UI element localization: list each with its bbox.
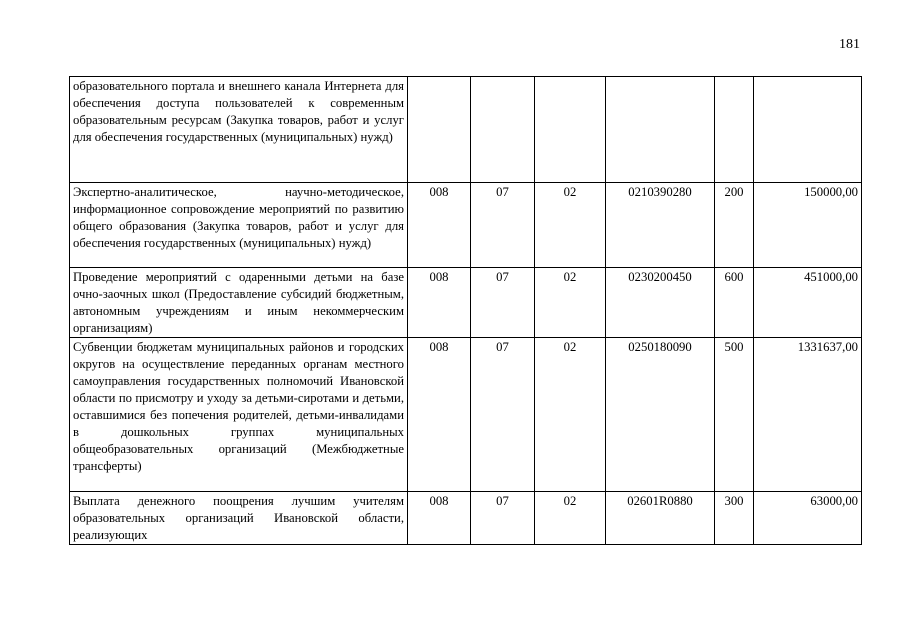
amount: [754, 77, 862, 183]
amount: 150000,00: [754, 183, 862, 268]
section-code: 07: [471, 183, 535, 268]
expense-type-code: 200: [715, 183, 754, 268]
table-row: [70, 338, 862, 492]
expense-type-code: 300: [715, 492, 754, 545]
ministry-code: 008: [408, 268, 471, 338]
page-number: 181: [839, 37, 860, 52]
target-article-code: 0210390280: [606, 183, 715, 268]
target-article-code: [606, 77, 715, 183]
table-row: [70, 183, 862, 268]
subsection-code: 02: [535, 338, 606, 492]
ministry-code: [408, 77, 471, 183]
row-description: образовательного портала и внешнего канала Интернета для обеспечения доступа пользователей к современным образовательным ресурсам (Закупка товаров, работ и услуг для обеспечения государственных (муниципальных) нужд): [70, 77, 408, 183]
section-code: 07: [471, 338, 535, 492]
expense-type-code: 600: [715, 268, 754, 338]
expense-type-code: [715, 77, 754, 183]
row-description: Экспертно-аналитическое, научно-методическое, информационное сопровождение мероприятий по развитию общего образования (Закупка товаров, работ и услуг для обеспечения государственных (муниципальных) нужд): [70, 183, 408, 268]
subsection-code: 02: [535, 183, 606, 268]
ministry-code: 008: [408, 338, 471, 492]
row-description: Выплата денежного поощрения лучшим учителям образовательных организаций Ивановской области, реализующих: [70, 492, 408, 545]
amount: 63000,00: [754, 492, 862, 545]
budget-table: [69, 76, 862, 545]
ministry-code: 008: [408, 492, 471, 545]
target-article-code: 02601R0880: [606, 492, 715, 545]
row-description: Субвенции бюджетам муниципальных районов и городских округов на осуществление переданных органам местного самоуправления государственных полномочий Ивановской области по присмотру и уходу за детьми-сиротами и детьми, оставшимися без попечения родителей, детьми-инвалидами в дошкольных группах муниципальных общеобразовательных организаций (Межбюджетные трансферты): [70, 338, 408, 492]
target-article-code: 0250180090: [606, 338, 715, 492]
subsection-code: [535, 77, 606, 183]
expense-type-code: 500: [715, 338, 754, 492]
section-code: 07: [471, 492, 535, 545]
ministry-code: 008: [408, 183, 471, 268]
section-code: 07: [471, 268, 535, 338]
table-row: [70, 268, 862, 338]
row-description: Проведение мероприятий с одаренными детьми на базе очно-заочных школ (Предоставление субсидий бюджетным, автономным учреждениям и иным некоммерческим организациям): [70, 268, 408, 338]
table-row: [70, 492, 862, 545]
table-row: [70, 77, 862, 183]
amount: 451000,00: [754, 268, 862, 338]
section-code: [471, 77, 535, 183]
target-article-code: 0230200450: [606, 268, 715, 338]
amount: 1331637,00: [754, 338, 862, 492]
subsection-code: 02: [535, 492, 606, 545]
subsection-code: 02: [535, 268, 606, 338]
